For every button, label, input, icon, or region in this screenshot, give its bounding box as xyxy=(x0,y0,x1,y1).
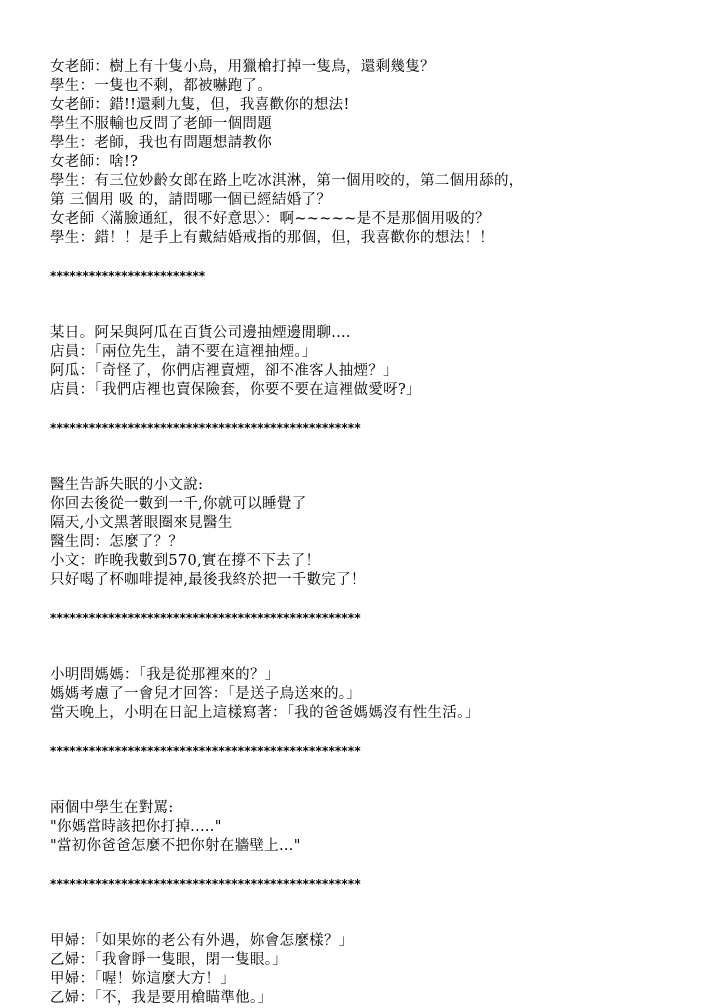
text-line: 醫生告訴失眠的小文說: xyxy=(50,477,204,493)
text-line: 隔天,小文黑著眼圈來見醫生 xyxy=(50,515,233,531)
joke-block-students xyxy=(50,799,700,856)
text-line: 你回去後從一數到一千,你就可以睡覺了 xyxy=(50,496,307,512)
text-line: 女老師：啥!? xyxy=(50,154,139,170)
text-line: 甲婦：「喔！妳這麼大方！」 xyxy=(50,971,236,987)
text-line: 女老師：錯!!還剩九隻，但，我喜歡你的想法! xyxy=(50,97,350,113)
text-line: 店員：「兩位先生，請不要在這裡抽煙。」 xyxy=(50,344,317,360)
spacer xyxy=(50,913,700,932)
spacer xyxy=(50,400,700,419)
text-line: 阿瓜：「奇怪了，你們店裡賣煙，卻不准客人抽煙？」 xyxy=(50,363,398,379)
text-line: 醫生問：怎麼了？？ xyxy=(50,534,184,550)
separator-line: ************************ xyxy=(50,269,206,283)
text-line: 乙婦：「我會睜一隻眼，閉一隻眼。」 xyxy=(50,952,288,968)
text-line: 兩個中學生在對罵: xyxy=(50,800,174,816)
text-line: 當天晚上，小明在日記上這樣寫著：「我的爸爸媽媽沒有性生活。」 xyxy=(50,705,480,721)
text-line: 學生：老師，我也有問題想請教你 xyxy=(50,135,272,151)
text-line: 小文：昨晚我數到570,實在撐不下去了！ xyxy=(50,553,321,569)
text-line: 學生：有三位妙齡女郎在路上吃冰淇淋，第一個用咬的，第二個用舔的， xyxy=(50,173,524,189)
spacer xyxy=(50,457,700,476)
text-line: 女老師：樹上有十隻小鳥，用獵槍打掉一隻鳥，還剩幾隻？ xyxy=(50,59,435,75)
spacer xyxy=(50,894,700,913)
text-line: 只好喝了杯咖啡提神,最後我終於把一千數完了！ xyxy=(50,572,366,588)
text-line: 小明問媽媽：「我是從那裡來的？」 xyxy=(50,667,280,683)
spacer xyxy=(50,590,700,609)
spacer xyxy=(50,647,700,666)
separator-line: ************************************************ xyxy=(50,877,361,891)
text-line: "你媽當時該把你打掉....." xyxy=(50,819,222,835)
joke-block-insomnia xyxy=(50,476,700,590)
text-line: 店員：「我們店裡也賣保險套，你要不要在這裡做愛呀?」 xyxy=(50,382,421,398)
text-line: 學生：錯！！是手上有戴結婚戒指的那個，但，我喜歡你的想法！！ xyxy=(50,230,494,246)
joke-block-birds xyxy=(50,58,700,248)
text-line: "當初你爸爸怎麼不把你射在牆壁上..." xyxy=(50,838,301,854)
spacer xyxy=(50,628,700,647)
joke-block-smoking xyxy=(50,324,700,400)
spacer xyxy=(50,438,700,457)
joke-block-stork xyxy=(50,666,700,723)
spacer xyxy=(50,286,700,305)
spacer xyxy=(50,248,700,267)
text-line: 學生不服輸也反問了老師一個問題 xyxy=(50,116,272,132)
spacer xyxy=(50,305,700,324)
joke-block-wives xyxy=(50,932,700,1008)
separator-line: ************************************************ xyxy=(50,421,361,435)
text-line: 媽媽考慮了一會兒才回答：「是送子鳥送來的。」 xyxy=(50,686,362,702)
separator-line: ************************************************ xyxy=(50,744,361,758)
spacer xyxy=(50,856,700,875)
spacer xyxy=(50,723,700,742)
text-line: 乙婦：「不，我是要用槍瞄準他。」 xyxy=(50,990,273,1006)
text-line: 甲婦：「如果妳的老公有外遇，妳會怎麼樣？」 xyxy=(50,933,354,949)
text-line: 某日。阿呆與阿瓜在百貨公司邊抽煙邊閒聊.... xyxy=(50,325,351,341)
text-line: 第 三個用 吸 的，請問哪一個已經結婚了？ xyxy=(50,192,332,208)
spacer xyxy=(50,780,700,799)
separator-line: ************************************************ xyxy=(50,611,361,625)
text-line: 女老師〈滿臉通紅，很不好意思〉：啊~~~~~是不是那個用吸的？ xyxy=(50,211,490,227)
document-page xyxy=(50,58,700,1008)
spacer xyxy=(50,761,700,780)
text-line: 學生：一隻也不剩，都被嚇跑了。 xyxy=(50,78,272,94)
